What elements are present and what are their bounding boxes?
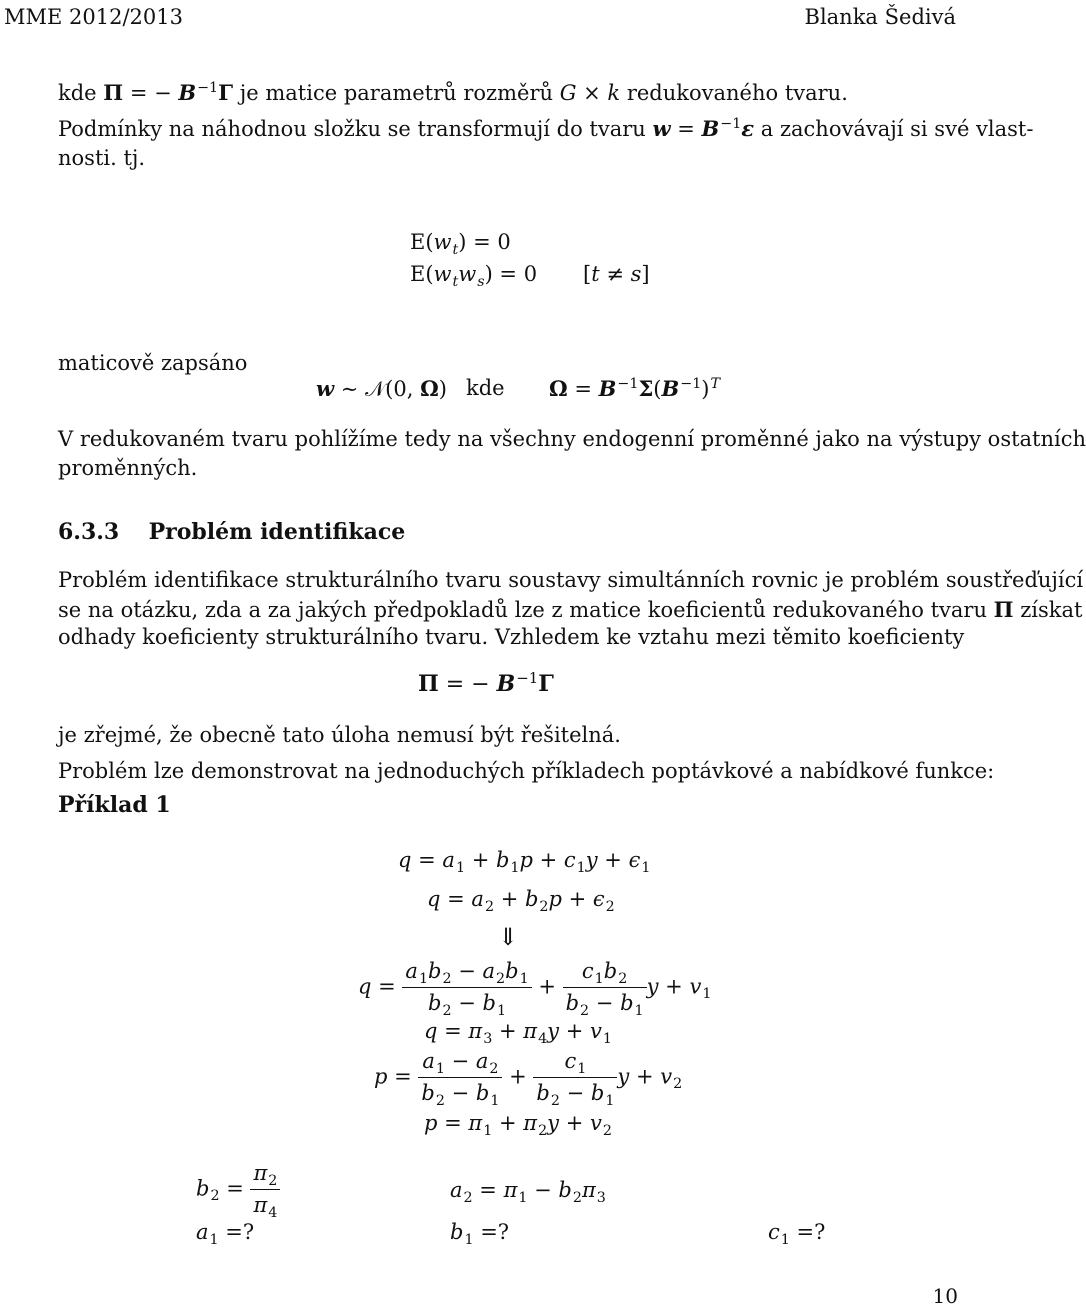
intro-text-1: je matice parametrů rozměrů — [239, 81, 554, 105]
intro-text-4: a zachovávají si své vlast- — [760, 117, 1034, 141]
body-line-2 — [58, 596, 1082, 624]
formula-g-k: G × k — [559, 81, 621, 105]
reduced-line-2: proměnných. — [58, 456, 198, 480]
fraction-q-2: $\frac{c_1b_2}{b_2 - b_1}$ — [563, 958, 647, 1018]
intro-text-2: redukovaného tvaru. — [626, 81, 848, 105]
body-text-2b: získat — [1020, 598, 1083, 622]
matrix-kde: kde — [466, 376, 505, 400]
body-text-2a: se na otázku, zda a za jakých předpokladů lze z matice koeficientů redukovaného tvaru — [58, 598, 987, 622]
formula-w-transform: $w = B^{-1}\varepsilon$ — [652, 116, 755, 141]
equation-supply: $q = a_2 + b_2p + \epsilon_2$ — [427, 887, 615, 915]
body-line-5: Problém lze demonstrovat na jednoduchých příkladech poptávkové a nabídkové funkce: — [58, 759, 995, 783]
matrix-label: maticově zapsáno — [58, 351, 248, 375]
equation-q-solved: q = $\frac{a_1b_2 - a_2b_1}{b_2 - b_1}$ + $\frac{c_1b_2}{b_2 - b_1}$ $y + v_1$ — [358, 959, 712, 1020]
equation-demand: $q = a_1 + b_1p + c_1y + \epsilon_1$ — [398, 848, 651, 876]
section-heading — [58, 518, 405, 547]
equation-p-pi: $p = \pi_1 + \pi_2y + v_2$ — [424, 1111, 612, 1139]
question-b1: $b_1$ =? — [450, 1220, 510, 1248]
equation-q-pi: $q = \pi_3 + \pi_4y + v_1$ — [424, 1019, 612, 1047]
condition-t-neq-s: [t ≠ s] — [583, 262, 650, 286]
section-title: Problém identifikace — [148, 519, 406, 545]
page-number: 10 — [932, 1284, 958, 1308]
intro-line-1 — [58, 79, 848, 107]
equation-p-solved: p = $\frac{a_1 - a_2}{b_2 - b_1}$ + $\frac{c_1}{b_2 - b_1}$ $y + v_2$ — [374, 1049, 683, 1110]
formula-pi-eq: Π = − $B^{-1}\Gamma$ — [103, 80, 234, 105]
intro-line-2 — [58, 115, 1033, 143]
intro-line-3: nosti. tj. — [58, 146, 146, 170]
formula-pi-center: Π = − $B^{-1}\Gamma$ — [418, 668, 554, 697]
formula-w-normal: w ∼ 𝒩(0, Ω) — [316, 376, 447, 401]
equation-a2: $a_2 = \pi_1 - b_2\pi_3$ — [450, 1178, 606, 1206]
condition-eq-2: $E(w_tw_s) = 0$ — [410, 262, 538, 290]
fraction-p-1: $\frac{a_1 - a_2}{b_2 - b_1}$ — [418, 1048, 502, 1108]
formula-pi-bold: Π — [993, 597, 1014, 622]
header-left: MME 2012/2013 — [4, 5, 183, 29]
formula-omega: $\Omega = B^{-1}\Sigma(B^{-1})^T$ — [549, 376, 720, 401]
equation-b2: $b_2$ = $\frac{\pi_2}{\pi_4}$ — [196, 1160, 280, 1220]
fraction-p-2: $\frac{c_1}{b_2 - b_1}$ — [533, 1048, 617, 1108]
fraction-q-1: $\frac{a_1b_2 - a_2b_1}{b_2 - b_1}$ — [402, 958, 531, 1018]
question-a1: $a_1$ =? — [196, 1220, 255, 1248]
section-number: 6.3.3 — [58, 519, 120, 545]
intro-text-3: Podmínky na náhodnou složku se transformují do tvaru — [58, 117, 646, 141]
question-c1: $c_1$ =? — [768, 1220, 826, 1248]
condition-eq-1: $E(w_t) = 0$ — [410, 230, 511, 258]
body-line-4: je zřejmé, že obecně tato úloha nemusí být řešitelná. — [58, 723, 621, 747]
reduced-line-1: V redukovaném tvaru pohlížíme tedy na všechny endogenní proměnné jako na výstupy ostatních — [58, 427, 1086, 451]
intro-kde: kde — [58, 81, 97, 105]
implies-arrow-icon: ⇓ — [498, 923, 519, 951]
fraction-b2: $\frac{\pi_2}{\pi_4}$ — [250, 1160, 280, 1220]
example-title: Příklad 1 — [58, 792, 171, 818]
header-right: Blanka Šedivá — [804, 5, 956, 29]
body-line-3: odhady koeficienty strukturálního tvaru. Vzhledem ke vztahu mezi těmito koeficienty — [58, 625, 965, 649]
body-line-1: Problém identifikace strukturálního tvaru soustavy simultánních rovnic je problém soustřeďující — [58, 568, 1084, 592]
